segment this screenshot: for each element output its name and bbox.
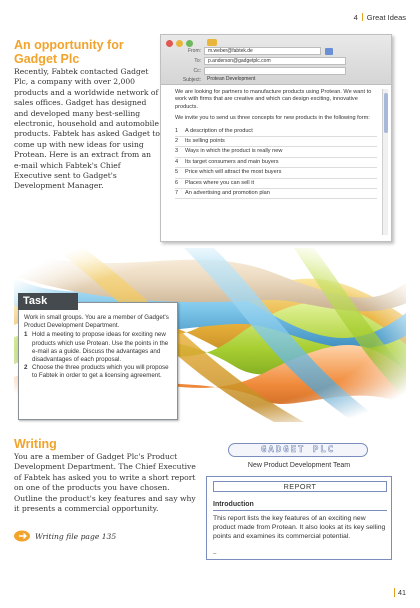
task-body [24, 314, 174, 381]
zoom-window-dot[interactable] [186, 40, 193, 47]
cc-field[interactable] [204, 67, 346, 75]
email-window [160, 34, 392, 242]
email-paragraph-2: We invite you to send us three concepts for new products in the following form: [175, 115, 370, 122]
report-divider [213, 510, 387, 511]
intro-heading: An opportunity for Gadget Plc [14, 38, 124, 66]
email-list-item: 5 Price which will attract the most buyers [175, 168, 377, 178]
writing-file-link[interactable]: Writing file page 135 [35, 531, 117, 541]
scrollbar-thumb[interactable] [384, 93, 388, 133]
team-name: New Product Development Team [247, 462, 351, 469]
task-step: 2 Choose the three products which you will propose to Fabtek in order to get a licensing agreement. [24, 364, 169, 380]
unit-title: Great Ideas [366, 13, 406, 22]
report-title: REPORT [213, 481, 387, 492]
task-box [18, 295, 178, 420]
writing-heading: Writing [14, 437, 57, 451]
writing-file-reference[interactable] [14, 530, 116, 542]
from-row [165, 47, 333, 55]
window-controls [166, 40, 193, 47]
cc-label: Cc: [193, 68, 201, 74]
page-number: 41 [394, 588, 406, 597]
toolbar-button[interactable] [207, 39, 217, 46]
email-header-bar [161, 35, 391, 85]
account-select-icon[interactable] [325, 48, 333, 55]
to-field[interactable]: p.anderson@gadgetplc.com [204, 57, 346, 65]
close-window-dot[interactable] [166, 40, 173, 47]
email-list-item: 6 Places where you can sell it [175, 179, 377, 189]
subject-row [165, 76, 258, 84]
subject-label: Subject: [182, 77, 201, 83]
email-list-item: 4 Its target consumers and main buyers [175, 158, 377, 168]
minimize-window-dot[interactable] [176, 40, 183, 47]
from-field[interactable]: m.weber@fabtek.de [204, 47, 321, 55]
header-divider [362, 13, 363, 21]
email-list-item: 7 An advertising and promotion plan [175, 189, 377, 199]
email-list-item: 1 A description of the product [175, 127, 377, 137]
email-scrollbar[interactable] [382, 89, 388, 235]
task-intro: Work in small groups. You are a member of Gadget's Product Development Department. [24, 314, 169, 330]
report-paragraph: This report lists the key features of an exciting new product made from Protean. It also looks at its key selling points and examines its commercial potential. [213, 515, 386, 540]
from-label: From: [187, 48, 201, 54]
email-list-item: 2 Its selling points [175, 137, 377, 147]
unit-number: 4 [353, 13, 358, 22]
report-section-heading: Introduction [213, 501, 254, 508]
report-continuation: – [213, 551, 217, 557]
email-paragraph-1: We are looking for partners to manufacture products using Protean. We want to work with firms that are creative and which can design exciting, innovative products. [175, 89, 372, 110]
writing-paragraph: You are a member of Gadget Plc's Product Development Department. The Chief Executive of Fabtek has asked you to write a short report on one of the products you have chosen. Outline the product's key features and say why it presents a commercial opportunity. [14, 452, 196, 514]
page-number-bar [394, 588, 395, 597]
task-step: 1 Hold a meeting to propose ideas for exciting new products which use Protean. Use the points in the e-mail as a guide. Discuss the advantages and disadvantages of each proposal. [24, 331, 169, 364]
email-list-item: 3 Ways in which the product is really new [175, 147, 377, 157]
task-heading: Task [18, 293, 78, 310]
to-label: To: [194, 58, 201, 64]
email-list [175, 127, 377, 200]
unit-header [354, 13, 406, 22]
subject-field[interactable]: Protean Development [207, 76, 256, 82]
logo-text: GADGET PLC [260, 445, 336, 455]
email-body [161, 85, 391, 199]
to-row [165, 57, 346, 65]
task-steps [24, 331, 174, 380]
gadget-logo [228, 443, 368, 457]
arrow-icon [14, 530, 32, 542]
cc-row [165, 67, 346, 75]
report-panel [206, 476, 392, 560]
intro-paragraph: Recently, Fabtek contacted Gadget Plc, a company with over 2,000 products and a worldwide network of sales offices. Gadget has designed and developed many best-selling electronic, household and automobile products. Fabtek has asked Gadget to come up with new ideas for using Protean. Here is an extract from an e-mail which Fabtek's Chief Executive sent to Gadget's Development Manager. [14, 67, 160, 191]
